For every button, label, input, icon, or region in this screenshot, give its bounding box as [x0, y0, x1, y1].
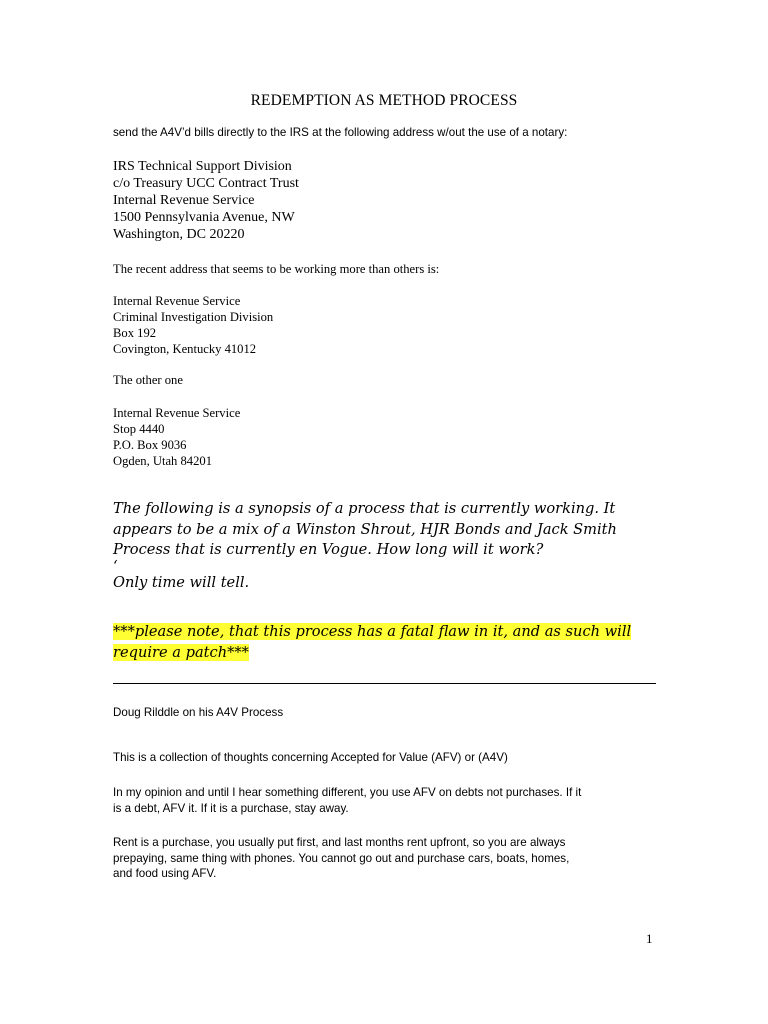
other-address-note: The other one [113, 373, 183, 387]
synopsis-line: appears to be a mix of a Winston Shrout, HJR Bonds and Jack Smith [113, 520, 617, 538]
paragraph-line: prepaying, same thing with phones. You cannot go out and purchase cars, boats, homes, [113, 851, 570, 865]
address-line: Ogden, Utah 84201 [113, 454, 212, 468]
address-block-1 [113, 158, 299, 243]
address-line: Internal Revenue Service [113, 406, 241, 420]
address-line: Washington, DC 20220 [113, 227, 245, 242]
synopsis-line: ‘ [113, 557, 118, 575]
address-line: Box 192 [113, 326, 157, 340]
address-line: 1500 Pennsylvania Avenue, NW [113, 210, 295, 225]
address-block-3 [113, 405, 240, 469]
address-line: Internal Revenue Service [113, 294, 241, 308]
address-line: Internal Revenue Service [113, 193, 255, 208]
address-block-2 [113, 293, 273, 357]
paragraph-line: In my opinion and until I hear something different, you use AFV on debts not purchases. If it [113, 786, 582, 799]
synopsis-line: The following is a synopsis of a process that is currently working. It [113, 500, 616, 517]
highlighted-text: ***please note, that this process has a fatal flaw in it, and as such will [113, 623, 632, 640]
page-number: 1 [646, 931, 653, 946]
address-line: c/o Treasury UCC Contract Trust [113, 176, 299, 191]
horizontal-divider [113, 683, 656, 684]
synopsis-line: Process that is currently en Vogue. How long will it work? [113, 541, 544, 559]
paragraph-2 [113, 785, 581, 816]
highlighted-warning-note [113, 621, 631, 663]
paragraph-3 [113, 835, 569, 882]
synopsis-line: Only time will tell. [113, 573, 250, 591]
paragraph-1 [113, 750, 508, 766]
intro-line: send the A4V’d bills directly to the IRS at the following address w/out the use of a notary: [113, 126, 568, 139]
byline [113, 705, 283, 721]
synopsis-paragraph [113, 499, 673, 593]
address-line: Stop 4440 [113, 422, 165, 436]
paragraph-line: This is a collection of thoughts concerning Accepted for Value (AFV) or (A4V) [113, 751, 508, 764]
address-line: Criminal Investigation Division [113, 310, 274, 324]
address-line: P.O. Box 9036 [113, 438, 187, 452]
byline-text: Doug Rilddle on his A4V Process [113, 706, 284, 719]
paragraph-line: is a debt, AFV it. If it is a purchase, stay away. [113, 801, 349, 815]
paragraph-line: and food using AFV. [113, 867, 217, 880]
document-title: REDEMPTION AS METHOD PROCESS [250, 92, 518, 109]
address-line: IRS Technical Support Division [113, 159, 292, 174]
address-line: Covington, Kentucky 41012 [113, 342, 257, 356]
paragraph-line: Rent is a purchase, you usually put first, and last months rent upfront, so you are always [113, 836, 566, 849]
recent-address-note: The recent address that seems to be working more than others is: [113, 262, 440, 276]
highlighted-text: require a patch*** [113, 644, 249, 661]
